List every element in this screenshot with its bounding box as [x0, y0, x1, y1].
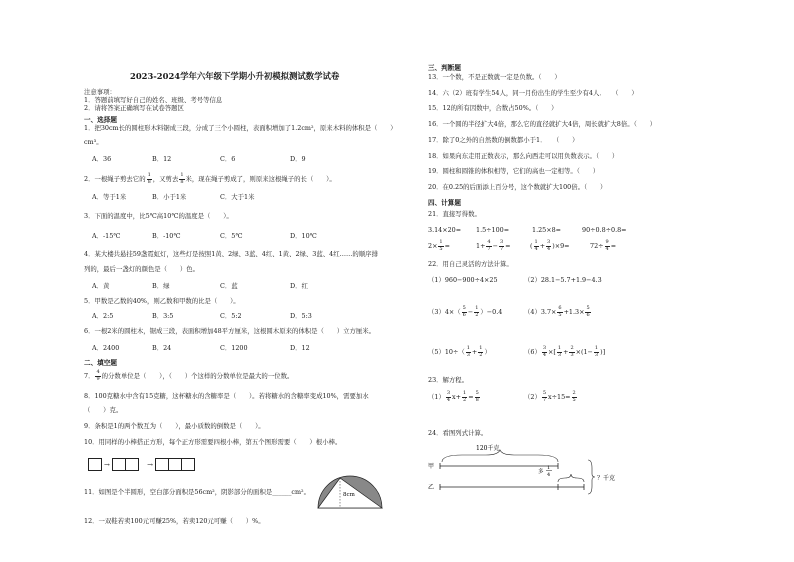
page-title: 2023-2024学年六年级下学期小升初模拟测试数学试卷: [130, 71, 340, 81]
q1-option-a: A．36: [92, 155, 112, 163]
section-calc: 四、计算题: [428, 199, 461, 207]
q4-option-c: C．蓝: [220, 282, 238, 290]
calc-3: 1.25×8=: [532, 226, 562, 234]
q3-option-a: A．-15℃: [92, 232, 121, 240]
q1-option-c: C．6: [220, 155, 236, 163]
q16-text: 16．一个圆的半径扩大4倍，那么它的直径就扩大4倍，周长就扩大8倍。（ ）: [428, 120, 657, 128]
q18-text: 18．如果向东走用正数表示，那么向西走可以用负数表示。（ ）: [428, 152, 619, 160]
q8-text-cont: （ ）克。: [84, 406, 123, 414]
diagram-total-label: 120千克: [476, 445, 500, 452]
q6-option-b: B．24: [152, 344, 172, 352]
q2-fraction-2: $\frac{1}{8}$: [180, 172, 184, 185]
q23-text: 23．解方程。: [428, 376, 469, 384]
q2-part-a: 2．一根绳子剪去它的: [84, 175, 146, 183]
q8-text: 8．100克糖水中含有15克糖，这杯糖水的含糖率是（ ）。若将糖水的含糖率变成10%，需要加水: [84, 392, 369, 400]
q4-option-d: D．红: [290, 282, 308, 290]
q11-text: 11．如图是个半圆形，空白部分面积是56cm²，阴影部分的面积是______cm²。: [84, 488, 310, 496]
calc-2: 1.5÷100=: [476, 226, 510, 234]
label-yi: 乙: [428, 484, 435, 491]
q19-text: 19．圆柱和圆锥的体积相等，它们的高也一定相等。（ ）: [428, 167, 600, 175]
q20-text: 20．在0.25的后面添上百分号，这个数就扩大100倍。（ ）: [428, 183, 607, 191]
q2-part-b: ，又剪去: [152, 175, 179, 183]
q17-text: 17．除了0之外的自然数的倒数都小于1． （ ）: [428, 136, 579, 144]
q21-text: 21．直接写得数。: [428, 210, 481, 218]
q7-text: 7． $\frac{4}{9}$ 的分数单位是（ ），（ ）个这样的分数单位是最大的一位数。: [84, 369, 294, 382]
q2-option-c: C．大于1米: [220, 193, 255, 201]
q5-option-a: A．2:5: [92, 312, 114, 320]
figure-square-3a: [155, 458, 169, 471]
expr-3: （3）4×（ $\frac{5}{6}$ − $\frac{1}{2}$ ）−0.4: [428, 305, 503, 318]
q22-text: 22．用自己灵活的方法计算。: [428, 260, 513, 268]
stick-figures: [88, 454, 195, 473]
semicircle-figure: [316, 472, 384, 510]
expr-2: （2）28.1−5.7+1.9−4.3: [524, 276, 602, 284]
q2-option-b: B．小于1米: [152, 193, 187, 201]
q15-text: 15．12的所有因数中，合数占50%。（ ）: [428, 104, 558, 112]
calc-8: 72÷ $\frac{9}{4}$ =: [590, 239, 617, 252]
top-brace: [442, 450, 558, 462]
height-label: 8cm: [343, 492, 355, 498]
calc-6: 1+ $\frac{4}{7}$ − $\frac{3}{7}$ =: [476, 239, 511, 252]
q5-option-c: C．5:2: [220, 312, 242, 320]
notice-line-2: 2．请将答案正确填写在试卷答题区: [84, 104, 184, 112]
diagram-more-label: 多: [538, 469, 544, 475]
extra-brace: [558, 474, 584, 482]
q1-option-d: D．9: [290, 155, 306, 163]
q2-fraction-1: $\frac{1}{8}$: [147, 172, 151, 185]
calc-1: 3.14×20=: [428, 226, 462, 234]
q3-option-b: B．-10℃: [152, 232, 181, 240]
equation-2: （2） $\frac{5}{7}$ x÷15= $\frac{2}{5}$: [524, 390, 576, 403]
q24-text: 24．看图列式计算。: [428, 429, 488, 437]
q1-text: 1．把30cm长的圆柱形木料锯成三段，分成了三个小圆柱，表面积增加了1.2cm²，原来木料的体积是（ ）: [84, 124, 397, 132]
notice-heading: 注意事项：: [84, 88, 116, 96]
q4-option-a: A．黄: [92, 282, 110, 290]
calc-5: 2× $\frac{1}{5}$ =: [428, 239, 450, 252]
expr-1: （1）960−900÷4×25: [428, 276, 498, 284]
q5-option-d: D．5:3: [290, 312, 312, 320]
q6-text: 6．一根2米的圆柱木，锯成三段，表面积增加48平方厘米，这根圆木原来的体积是（ ）立方厘米。: [84, 327, 376, 335]
q5-text: 5．甲数是乙数的40%，则乙数和甲数的比是（ ）。: [84, 297, 240, 305]
diagram-frac-num: 1: [547, 465, 551, 471]
q4-text: 4．某大楼共悬挂59盏霓虹灯，这些灯是按照1黄、2绿、3蓝、4红、1黄、2绿、3蓝、4红……的顺序排: [84, 250, 378, 258]
expr-5: （5）10÷（ $\frac{1}{3}$ + $\frac{1}{2}$ ）: [428, 345, 491, 358]
section-judge: 三、判断题: [428, 64, 461, 72]
notice-line-1: 1．答题前填写好自己的姓名、班级、考号等信息: [84, 96, 223, 104]
label-jia: 甲: [428, 463, 435, 470]
figure-square-3b: [168, 458, 182, 471]
right-brace: [588, 460, 595, 494]
diagram-frac-den: 4: [547, 472, 551, 478]
section-choice: 一、选择题: [84, 116, 117, 124]
q7-fraction: $\frac{4}{9}$: [96, 369, 100, 382]
q4-text-cont: 列的，最后一盏灯的颜色是（ ）色。: [84, 265, 200, 273]
q6-option-c: C．1200: [220, 344, 248, 352]
q6-option-d: D．12: [290, 344, 310, 352]
section-fill: 二、填空题: [84, 359, 117, 367]
calc-7: ( $\frac{1}{4}$ + $\frac{3}{4}$ )×9=: [530, 239, 570, 252]
diagram-question-label: ？千克: [597, 475, 616, 482]
q2-part-c: 米，现在绳子剪成了，则原来这根绳子的长（ ）。: [185, 175, 336, 183]
equation-1: （1） $\frac{3}{4}$ x+ $\frac{1}{2}$ = $\frac{5}{8}$: [428, 390, 479, 403]
expr-4: （4）3.7× $\frac{6}{5}$ +1.3× $\frac{5}{6}$: [524, 305, 590, 318]
q9-text: 9．条积是1的两个数互为（ ），最小质数的倒数是（ ）。: [84, 422, 265, 430]
q1-text-cont: cm³。: [84, 138, 103, 146]
line-diagram: [426, 440, 646, 502]
q4-option-b: B．绿: [152, 282, 170, 290]
figure-square-2b: [125, 458, 139, 471]
q13-text: 13．一个数，不是正数就一定是负数。（ ）: [428, 73, 561, 81]
q5-option-b: B．3:5: [152, 312, 174, 320]
calc-4: 90÷0.8÷0.8=: [582, 226, 627, 234]
arrow-icon: →: [147, 460, 153, 469]
q12-text: 12．一双鞋若卖100元可赚25%，若卖120元可赚（ ）%。: [84, 517, 265, 525]
figure-square-2a: [112, 458, 126, 471]
q2-option-a: A．等于1米: [92, 193, 127, 201]
q1-option-b: B．12: [152, 155, 172, 163]
figure-square-3c: [181, 458, 195, 471]
q3-text: 3．下面的温度中，比5℃高10℃的温度是（ ）。: [84, 212, 233, 220]
expr-6: （6） $\frac{3}{4}$ ×[ $\frac{1}{3}$ + $\frac{2}{3}$ ×(1− $\frac{1}{3}$ )]: [524, 345, 606, 358]
q14-text: 14．六（2）班有学生54人，同一月份出生的学生至少有4人． （ ）: [428, 89, 638, 97]
q3-option-c: C．5℃: [220, 232, 243, 240]
q2-text: [84, 173, 336, 185]
q3-option-d: D．10℃: [290, 232, 317, 240]
arrow-icon: →: [104, 460, 110, 469]
figure-square-1: [88, 458, 102, 471]
q6-option-a: A．2400: [92, 344, 120, 352]
q10-text: 10．用同样的小棒搭正方形，每个正方形需要四根小棒，第五个图形需要（ ）根小棒。: [84, 438, 342, 446]
